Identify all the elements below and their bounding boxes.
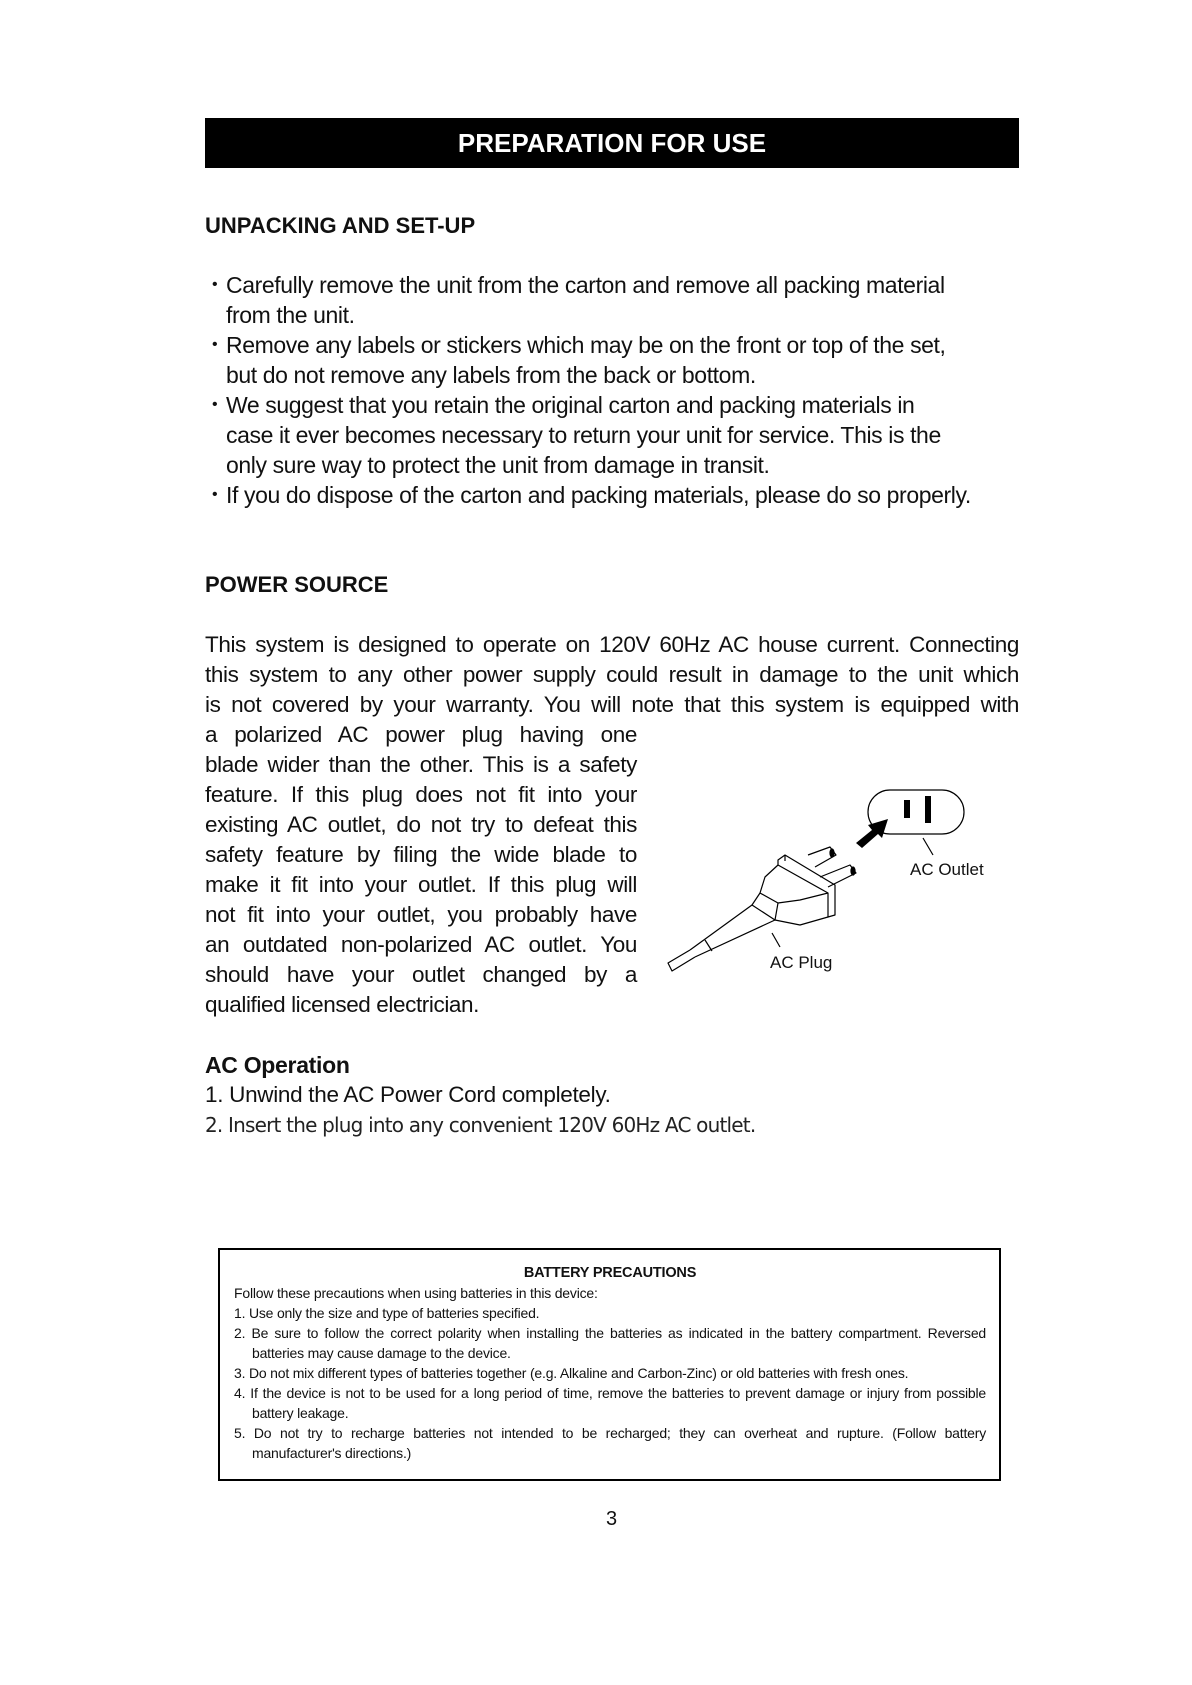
bullet-item: • Carefully remove the unit from the carton and remove all packing material from the unit. — [212, 272, 945, 328]
bullet-icon: • — [212, 336, 218, 353]
bullet-item: • Remove any labels or stickers which may be on the front or top of the set, but do not remove any labels from the back or bottom. — [212, 332, 946, 388]
bullet-item: • If you do dispose of the carton and packing materials, please do so properly. — [212, 482, 971, 508]
power-source-paragraph: This system is designed to operate on 120V 60Hz AC house current. Connecting this system to any other power supply could result in damage to the unit which is not covered by your warranty. You will note that this system is equipped with a polarized AC power plug having one blade wider than the other. This is a safety feature. If this plug does not fit into your existing AC outlet, do not try to defeat this safety feature by filing the wide blade to make it fit into your outlet. If this plug will not fit into your outlet, you probably have an outdated non-polarized AC outlet. You should have your outlet changed by a qualified licensed electrician. — [205, 630, 1019, 1020]
ac-operation-heading: AC Operation — [205, 1052, 350, 1078]
bullet-icon: • — [212, 276, 218, 293]
ac-step: 2. Insert the plug into any convenient 120V 60Hz AC outlet. — [205, 1113, 756, 1137]
battery-item: 4. If the device is not to be used for a long period of time, remove the batteries to prevent damage or injury from possible battery leakage. — [234, 1385, 986, 1421]
battery-item: 5. Do not try to recharge batteries not intended to be recharged; they can overheat and rupture. (Follow battery manufacturer's directions.) — [234, 1425, 986, 1461]
bullet-icon: • — [212, 396, 218, 413]
svg-text:AC Plug: AC Plug — [770, 953, 833, 972]
battery-item: 3. Do not mix different types of batteries together (e.g. Alkaline and Carbon-Zinc) or old batteries with fresh ones. — [234, 1365, 909, 1381]
plug-and-outlet-icon — [660, 775, 1010, 995]
unpacking-bullet-list — [212, 270, 1032, 510]
ac-operation-section — [205, 1050, 755, 1140]
battery-item: 2. Be sure to follow the correct polarity when installing the batteries as indicated in the battery compartment. Reversed batteries may cause damage to the device. — [234, 1325, 986, 1361]
power-source-heading: POWER SOURCE — [205, 572, 389, 597]
page-number: 3 — [606, 1508, 618, 1530]
power-column: a polarized AC power plug having one blade wider than the other. This is a safety feature. If this plug does not fit into your existing AC outlet, do not try to defeat this safety feature by filing the wide blade to make it fit into your outlet. If this plug will not fit into your outlet, you probably have an outdated non-polarized AC outlet. You should have your outlet changed by a qualified licensed electrician. — [205, 722, 637, 1017]
bullet-item: • We suggest that you retain the original carton and packing materials in case it ever becomes necessary to return your unit for service. This is the only sure way to protect the unit from damage in transit. — [212, 392, 941, 478]
banner-title: PREPARATION FOR USE — [457, 127, 767, 158]
ac-step: 1. Unwind the AC Power Cord completely. — [205, 1082, 611, 1107]
unpacking-heading: UNPACKING AND SET-UP — [205, 213, 476, 238]
section-banner — [205, 118, 1019, 168]
battery-title: BATTERY PRECAUTIONS — [523, 1265, 697, 1281]
battery-intro: Follow these precautions when using batteries in this device: — [234, 1285, 598, 1301]
bullet-icon: • — [212, 486, 218, 503]
battery-precautions-box — [218, 1248, 1001, 1481]
battery-item: 1. Use only the size and type of batteries specified. — [234, 1305, 540, 1321]
svg-text:AC Outlet: AC Outlet — [910, 860, 984, 879]
ac-plug-outlet-illustration — [660, 775, 1010, 995]
